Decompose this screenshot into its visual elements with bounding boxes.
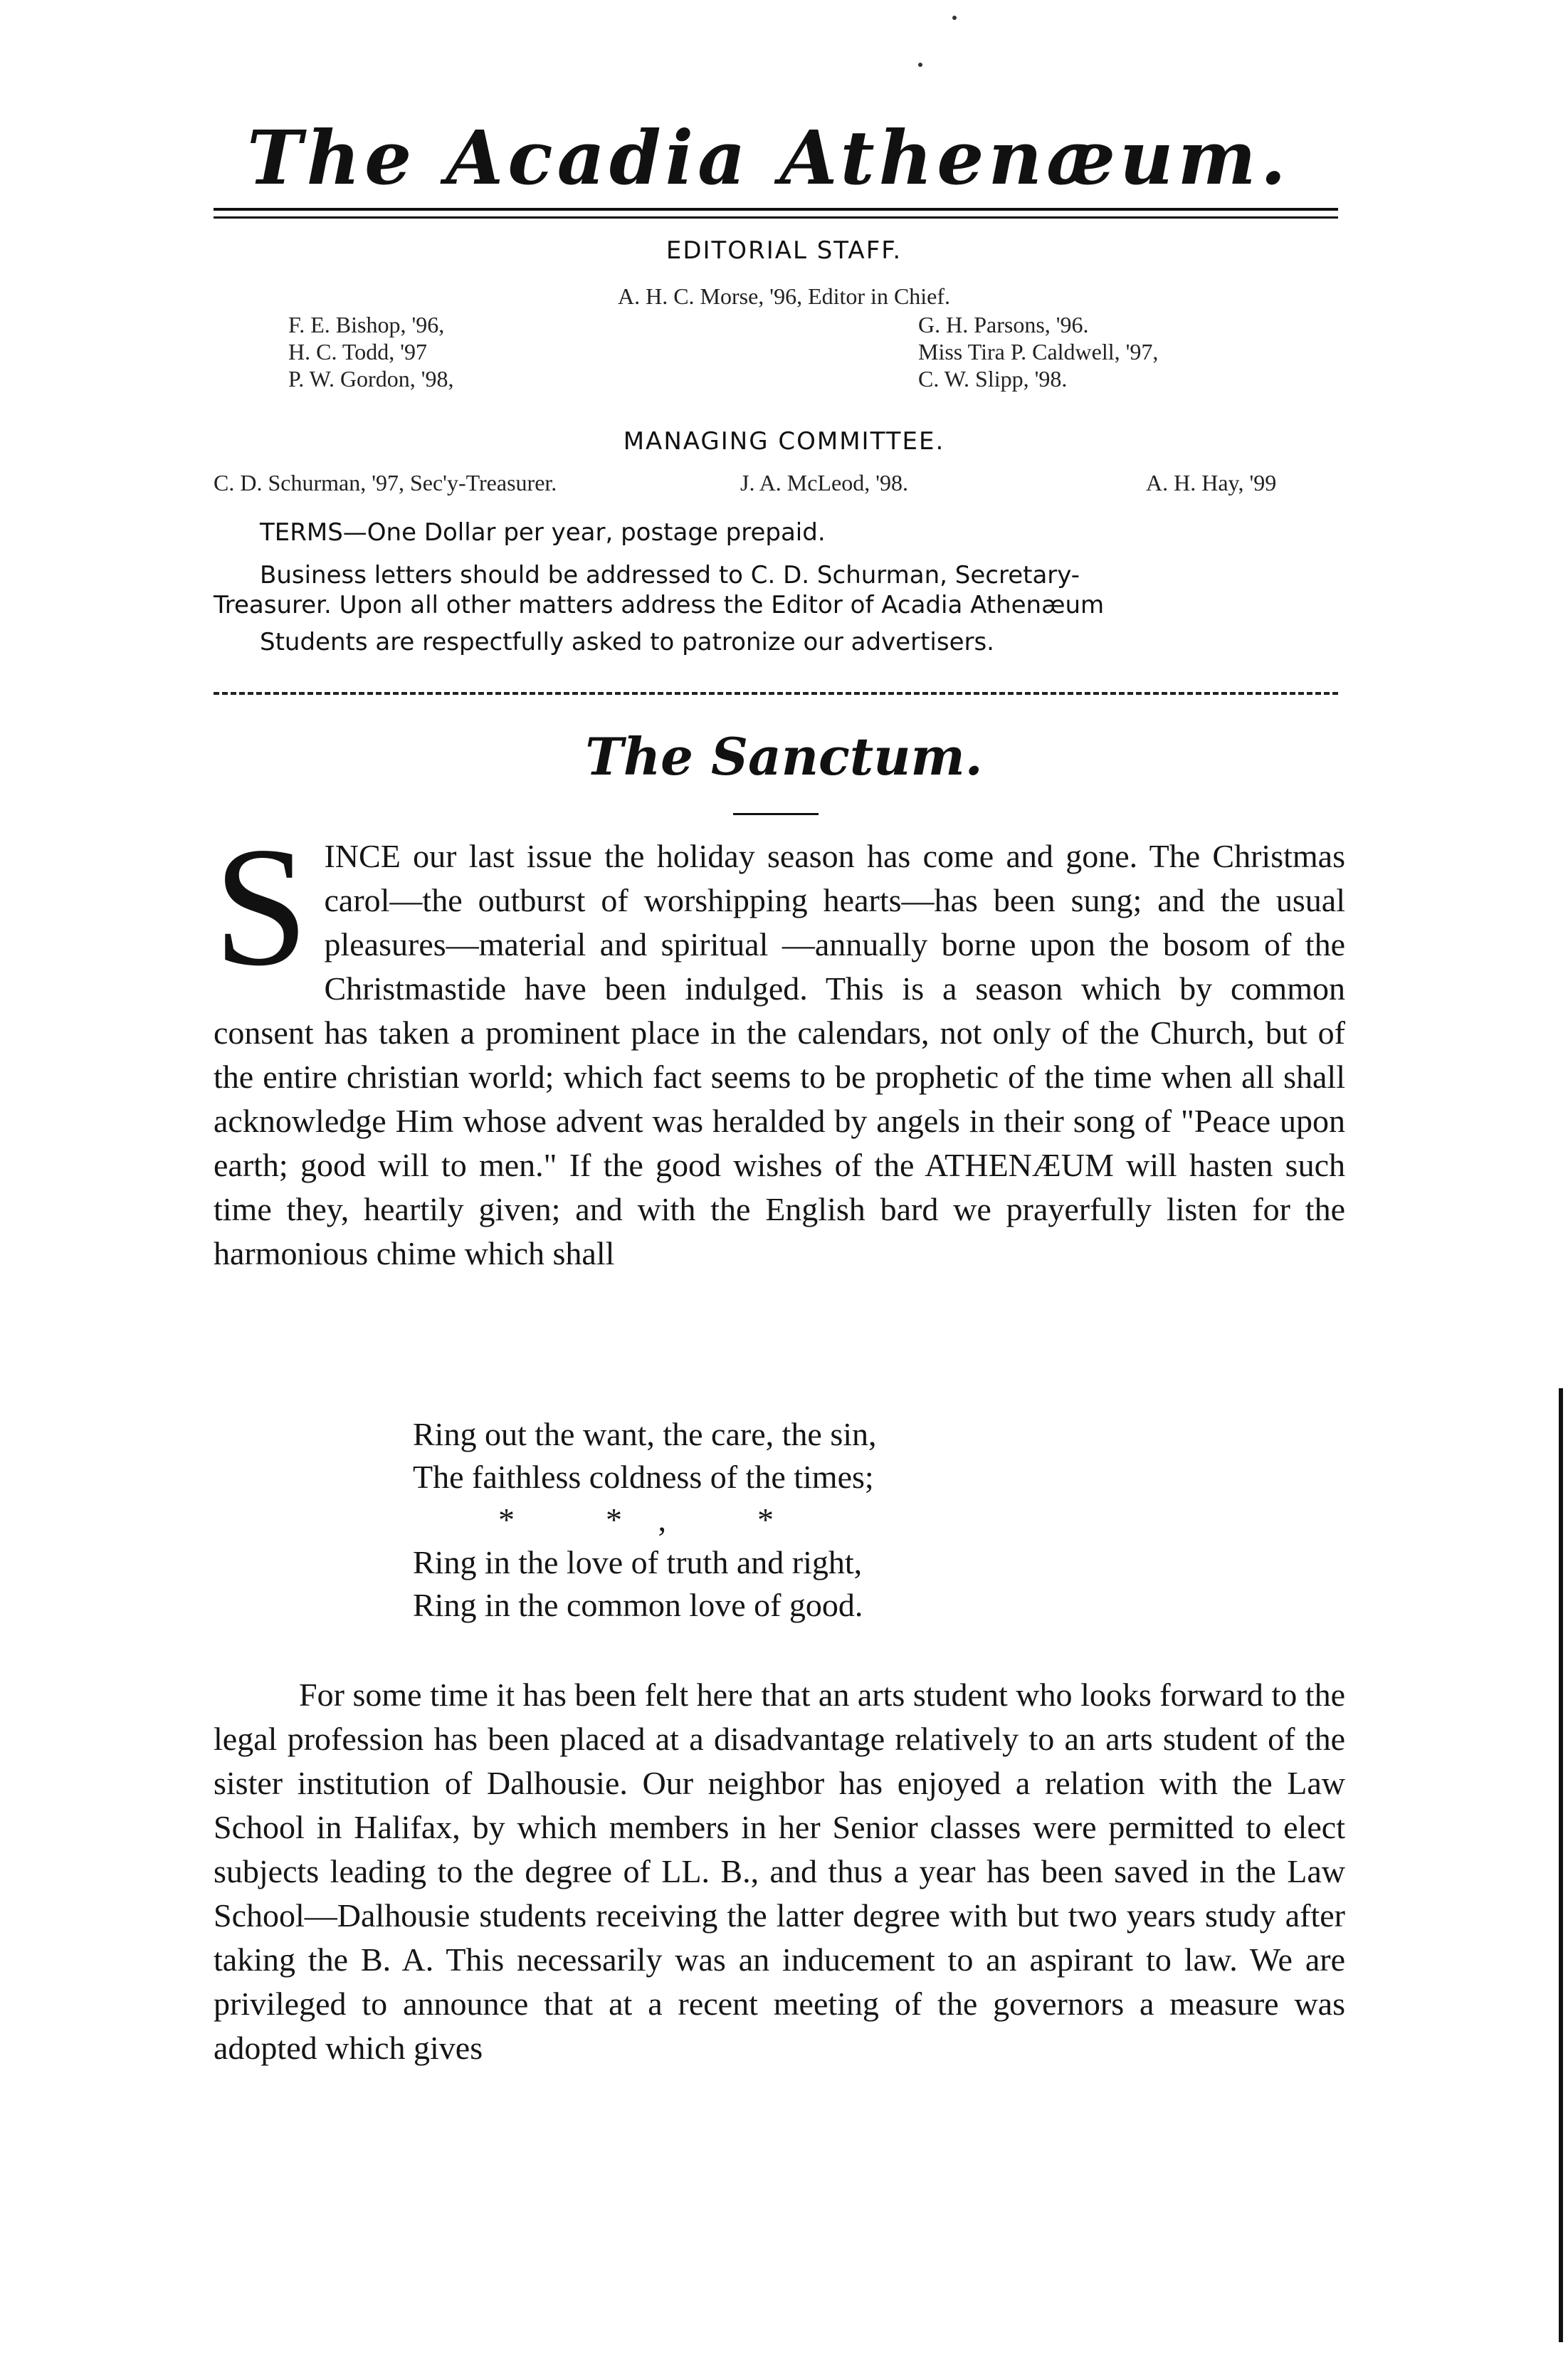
staff-member: C. W. Slipp, '98.	[918, 366, 1068, 392]
committee-member: J. A. McLeod, '98.	[740, 470, 908, 495]
terms-line: TERMS—One Dollar per year, postage prepaid.	[260, 518, 826, 547]
poem-line: Ring in the common love of good.	[413, 1587, 863, 1623]
drop-cap: S	[214, 812, 309, 1001]
section-title: The Sanctum.	[585, 726, 983, 787]
terms-line: Students are respectfully asked to patronize our advertisers.	[260, 628, 994, 656]
staff-member: Miss Tira P. Caldwell, '97,	[918, 339, 1159, 365]
committee-member: C. D. Schurman, '97, Sec'y-Treasurer.	[214, 470, 557, 495]
paragraph-text: INCE our last issue the holiday season has come and gone. The Christmas carol—the outburst of worshipping hearts—has been sung; and the usual pleasures—material and spiritual —annually borne upon the bosom of the Christmastide have been indulged. This is a season which by common consent has taken a prominent place in the calendars, not only of the Church, but of the entire christian world; which fact seems to be prophetic of the time when all shall acknowledge Him whose advent was heralded by angels in their song of "Peace upon earth; good will to men." If the good wishes of the ATHENÆUM will hasten such time they, heartily given; and with the English bard we prayerfully listen for the harmonious chime which shall	[214, 838, 1345, 1271]
managing-committee-heading: MANAGING COMMITTEE.	[623, 427, 945, 456]
poem-line: Ring out the want, the care, the sin,	[413, 1416, 877, 1452]
committee-member: A. H. Hay, '99	[1146, 470, 1277, 495]
poem-line: The faithless coldness of the times;	[413, 1459, 874, 1495]
terms-line: Business letters should be addressed to C. D. Schurman, Secretary-	[260, 561, 1080, 589]
speck	[952, 16, 957, 20]
poem-quote	[413, 1413, 877, 1627]
terms-line: Treasurer. Upon all other matters address the Editor of Acadia Athenæum	[214, 591, 1105, 619]
editorial-staff-heading: EDITORIAL STAFF.	[665, 236, 903, 265]
sanctum-paragraph-2: For some time it has been felt here that an arts student who looks forward to the legal profession has been placed at a disadvantage relatively to an arts student of the sister institution of Dalhousie. Our neighbor has enjoyed a relation with the Law School in Halifax, by which members in her Senior classes were permitted to elect subjects leading to the degree of LL. B., and thus a year has been saved in the Law School—Dalhousie students receiving the latter degree with but two years study after taking the B. A. This necessarily was an inducement to an aspirant to law. We are privileged to announce that at a recent meeting of the governors a measure was adopted which gives	[214, 1677, 1345, 2066]
staff-member: H. C. Todd, '97	[288, 339, 427, 365]
section-divider	[214, 692, 1338, 695]
poem-line: Ring in the love of truth and right,	[413, 1544, 863, 1580]
editor-in-chief: A. H. C. Morse, '96, Editor in Chief.	[617, 283, 951, 309]
masthead-title: The Acadia Athenæum.	[247, 114, 1290, 201]
staff-member: F. E. Bishop, '96,	[288, 312, 445, 337]
sanctum-paragraph-1	[214, 812, 1345, 1276]
page-edge-line	[1559, 1388, 1563, 2342]
speck	[918, 63, 922, 67]
masthead-rule	[214, 208, 1338, 219]
title-underline	[733, 813, 819, 815]
poem-ellipsis-stars: * * , *	[498, 1501, 777, 1538]
staff-member: P. W. Gordon, '98,	[288, 366, 454, 392]
staff-member: G. H. Parsons, '96.	[918, 312, 1089, 337]
